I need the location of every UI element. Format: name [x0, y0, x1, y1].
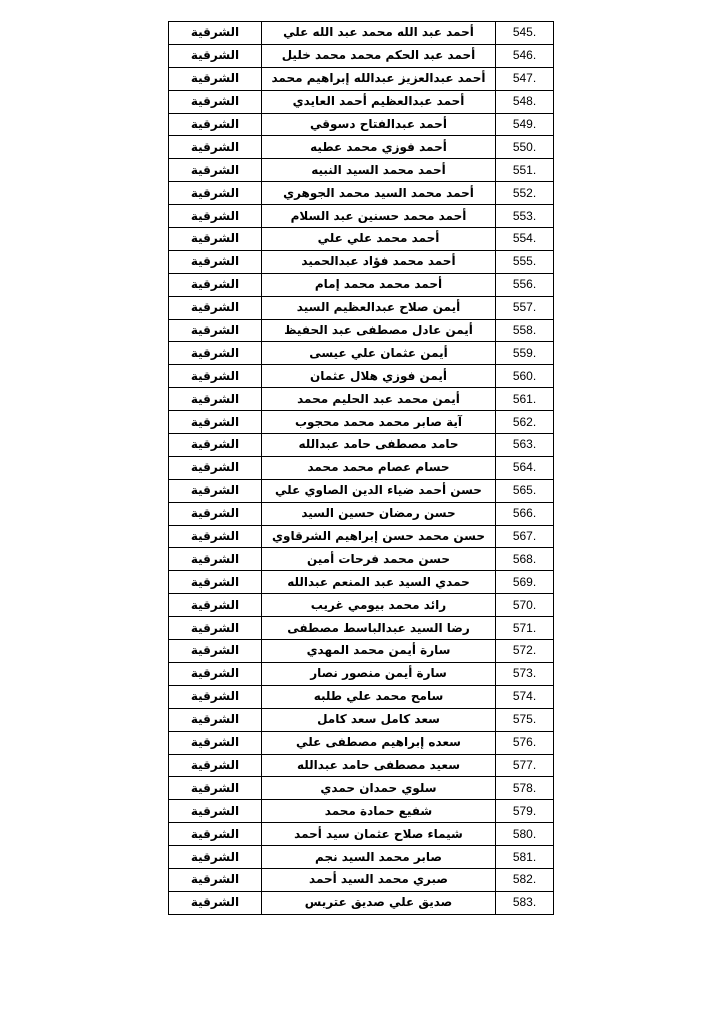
governorate: الشرقية [169, 662, 262, 685]
governorate: الشرقية [169, 525, 262, 548]
governorate: الشرقية [169, 388, 262, 411]
row-number: 571. [496, 617, 554, 640]
table-row [169, 868, 554, 891]
governorate: الشرقية [169, 777, 262, 800]
row-number: 550. [496, 136, 554, 159]
governorate: الشرقية [169, 411, 262, 434]
person-name: رائد محمد بيومي غريب [262, 594, 496, 617]
governorate: الشرقية [169, 273, 262, 296]
governorate: الشرقية [169, 342, 262, 365]
table-row [169, 136, 554, 159]
governorate: الشرقية [169, 136, 262, 159]
person-name: حسام عصام محمد محمد [262, 456, 496, 479]
person-name: أيمن فوزي هلال عثمان [262, 365, 496, 388]
governorate: الشرقية [169, 823, 262, 846]
row-number: 553. [496, 205, 554, 228]
row-number: 547. [496, 67, 554, 90]
table-row [169, 273, 554, 296]
governorate: الشرقية [169, 44, 262, 67]
governorate: الشرقية [169, 22, 262, 45]
person-name: أيمن عثمان علي عيسى [262, 342, 496, 365]
person-name: آية صابر محمد محمد محجوب [262, 411, 496, 434]
governorate: الشرقية [169, 90, 262, 113]
row-number: 573. [496, 662, 554, 685]
row-number: 559. [496, 342, 554, 365]
table-row [169, 388, 554, 411]
governorate: الشرقية [169, 250, 262, 273]
governorate: الشرقية [169, 868, 262, 891]
governorate: الشرقية [169, 800, 262, 823]
row-number: 583. [496, 891, 554, 914]
table-row [169, 113, 554, 136]
table-row [169, 456, 554, 479]
table-row [169, 708, 554, 731]
person-name: حسن أحمد ضياء الدين الصاوي علي [262, 479, 496, 502]
table-row [169, 800, 554, 823]
row-number: 557. [496, 296, 554, 319]
row-number: 545. [496, 22, 554, 45]
table-row [169, 640, 554, 663]
table-row [169, 228, 554, 251]
table-row [169, 571, 554, 594]
table-row [169, 434, 554, 457]
person-name: شفيع حمادة محمد [262, 800, 496, 823]
table-row [169, 319, 554, 342]
row-number: 566. [496, 502, 554, 525]
governorate: الشرقية [169, 67, 262, 90]
person-name: أحمد عبدالعزيز عبدالله إبراهيم محمد [262, 67, 496, 90]
table-row [169, 685, 554, 708]
row-number: 568. [496, 548, 554, 571]
governorate: الشرقية [169, 731, 262, 754]
person-name: حسن محمد حسن إبراهيم الشرقاوي [262, 525, 496, 548]
person-name: أحمد فوزي محمد عطيه [262, 136, 496, 159]
table-row [169, 617, 554, 640]
row-number: 551. [496, 159, 554, 182]
table-row [169, 44, 554, 67]
row-number: 552. [496, 182, 554, 205]
row-number: 577. [496, 754, 554, 777]
person-name: حسن رمضان حسين السيد [262, 502, 496, 525]
governorate: الشرقية [169, 296, 262, 319]
table-row [169, 250, 554, 273]
governorate: الشرقية [169, 228, 262, 251]
governorate: الشرقية [169, 571, 262, 594]
table-row [169, 731, 554, 754]
table-row [169, 342, 554, 365]
table-row [169, 205, 554, 228]
table-row [169, 846, 554, 869]
governorate: الشرقية [169, 594, 262, 617]
person-name: أحمد محمد حسنين عبد السلام [262, 205, 496, 228]
person-name: أحمد عبد الحكم محمد محمد خليل [262, 44, 496, 67]
row-number: 572. [496, 640, 554, 663]
person-name: أيمن صلاح عبدالعظيم السيد [262, 296, 496, 319]
governorate: الشرقية [169, 708, 262, 731]
row-number: 548. [496, 90, 554, 113]
row-number: 558. [496, 319, 554, 342]
table-row [169, 67, 554, 90]
names-table [168, 21, 554, 915]
governorate: الشرقية [169, 365, 262, 388]
person-name: سعد كامل سعد كامل [262, 708, 496, 731]
row-number: 575. [496, 708, 554, 731]
table-row [169, 662, 554, 685]
governorate: الشرقية [169, 456, 262, 479]
row-number: 581. [496, 846, 554, 869]
governorate: الشرقية [169, 113, 262, 136]
governorate: الشرقية [169, 891, 262, 914]
row-number: 570. [496, 594, 554, 617]
row-number: 574. [496, 685, 554, 708]
row-number: 561. [496, 388, 554, 411]
governorate: الشرقية [169, 479, 262, 502]
governorate: الشرقية [169, 754, 262, 777]
person-name: حسن محمد فرحات أمين [262, 548, 496, 571]
table-row [169, 502, 554, 525]
row-number: 580. [496, 823, 554, 846]
person-name: أيمن عادل مصطفى عبد الحفيظ [262, 319, 496, 342]
person-name: صبري محمد السيد أحمد [262, 868, 496, 891]
row-number: 582. [496, 868, 554, 891]
row-number: 546. [496, 44, 554, 67]
person-name: حامد مصطفى حامد عبدالله [262, 434, 496, 457]
person-name: شيماء صلاح عثمان سيد أحمد [262, 823, 496, 846]
table-row [169, 525, 554, 548]
governorate: الشرقية [169, 319, 262, 342]
table-row [169, 296, 554, 319]
table-row [169, 22, 554, 45]
table-row [169, 411, 554, 434]
governorate: الشرقية [169, 685, 262, 708]
person-name: حمدي السيد عبد المنعم عبدالله [262, 571, 496, 594]
governorate: الشرقية [169, 640, 262, 663]
person-name: أحمد عبدالعظيم أحمد العايدي [262, 90, 496, 113]
governorate: الشرقية [169, 182, 262, 205]
person-name: صابر محمد السيد نجم [262, 846, 496, 869]
governorate: الشرقية [169, 548, 262, 571]
governorate: الشرقية [169, 502, 262, 525]
row-number: 556. [496, 273, 554, 296]
person-name: صديق علي صديق عتريس [262, 891, 496, 914]
governorate: الشرقية [169, 159, 262, 182]
person-name: أحمد محمد محمد إمام [262, 273, 496, 296]
person-name: أحمد محمد السيد النبيه [262, 159, 496, 182]
person-name: سعده إبراهيم مصطفى علي [262, 731, 496, 754]
person-name: رضا السيد عبدالباسط مصطفى [262, 617, 496, 640]
table-row [169, 594, 554, 617]
table-row [169, 159, 554, 182]
row-number: 579. [496, 800, 554, 823]
governorate: الشرقية [169, 205, 262, 228]
row-number: 563. [496, 434, 554, 457]
person-name: أحمد محمد علي علي [262, 228, 496, 251]
table-row [169, 365, 554, 388]
person-name: أحمد محمد السيد محمد الجوهري [262, 182, 496, 205]
table-row [169, 823, 554, 846]
row-number: 549. [496, 113, 554, 136]
names-table-body [169, 22, 554, 915]
row-number: 576. [496, 731, 554, 754]
person-name: أحمد عبدالفتاح دسوقي [262, 113, 496, 136]
person-name: سلوي حمدان حمدي [262, 777, 496, 800]
person-name: أحمد عبد الله محمد عبد الله علي [262, 22, 496, 45]
table-row [169, 891, 554, 914]
person-name: سامح محمد علي طلبه [262, 685, 496, 708]
row-number: 555. [496, 250, 554, 273]
person-name: سارة أيمن محمد المهدي [262, 640, 496, 663]
governorate: الشرقية [169, 434, 262, 457]
row-number: 569. [496, 571, 554, 594]
row-number: 567. [496, 525, 554, 548]
row-number: 560. [496, 365, 554, 388]
governorate: الشرقية [169, 617, 262, 640]
row-number: 554. [496, 228, 554, 251]
table-row [169, 182, 554, 205]
governorate: الشرقية [169, 846, 262, 869]
person-name: سارة أيمن منصور نصار [262, 662, 496, 685]
row-number: 564. [496, 456, 554, 479]
table-row [169, 754, 554, 777]
person-name: أيمن محمد عبد الحليم محمد [262, 388, 496, 411]
row-number: 565. [496, 479, 554, 502]
person-name: سعيد مصطفى حامد عبدالله [262, 754, 496, 777]
table-row [169, 90, 554, 113]
table-row [169, 777, 554, 800]
table-row [169, 548, 554, 571]
table-row [169, 479, 554, 502]
row-number: 562. [496, 411, 554, 434]
person-name: أحمد محمد فؤاد عبدالحميد [262, 250, 496, 273]
row-number: 578. [496, 777, 554, 800]
